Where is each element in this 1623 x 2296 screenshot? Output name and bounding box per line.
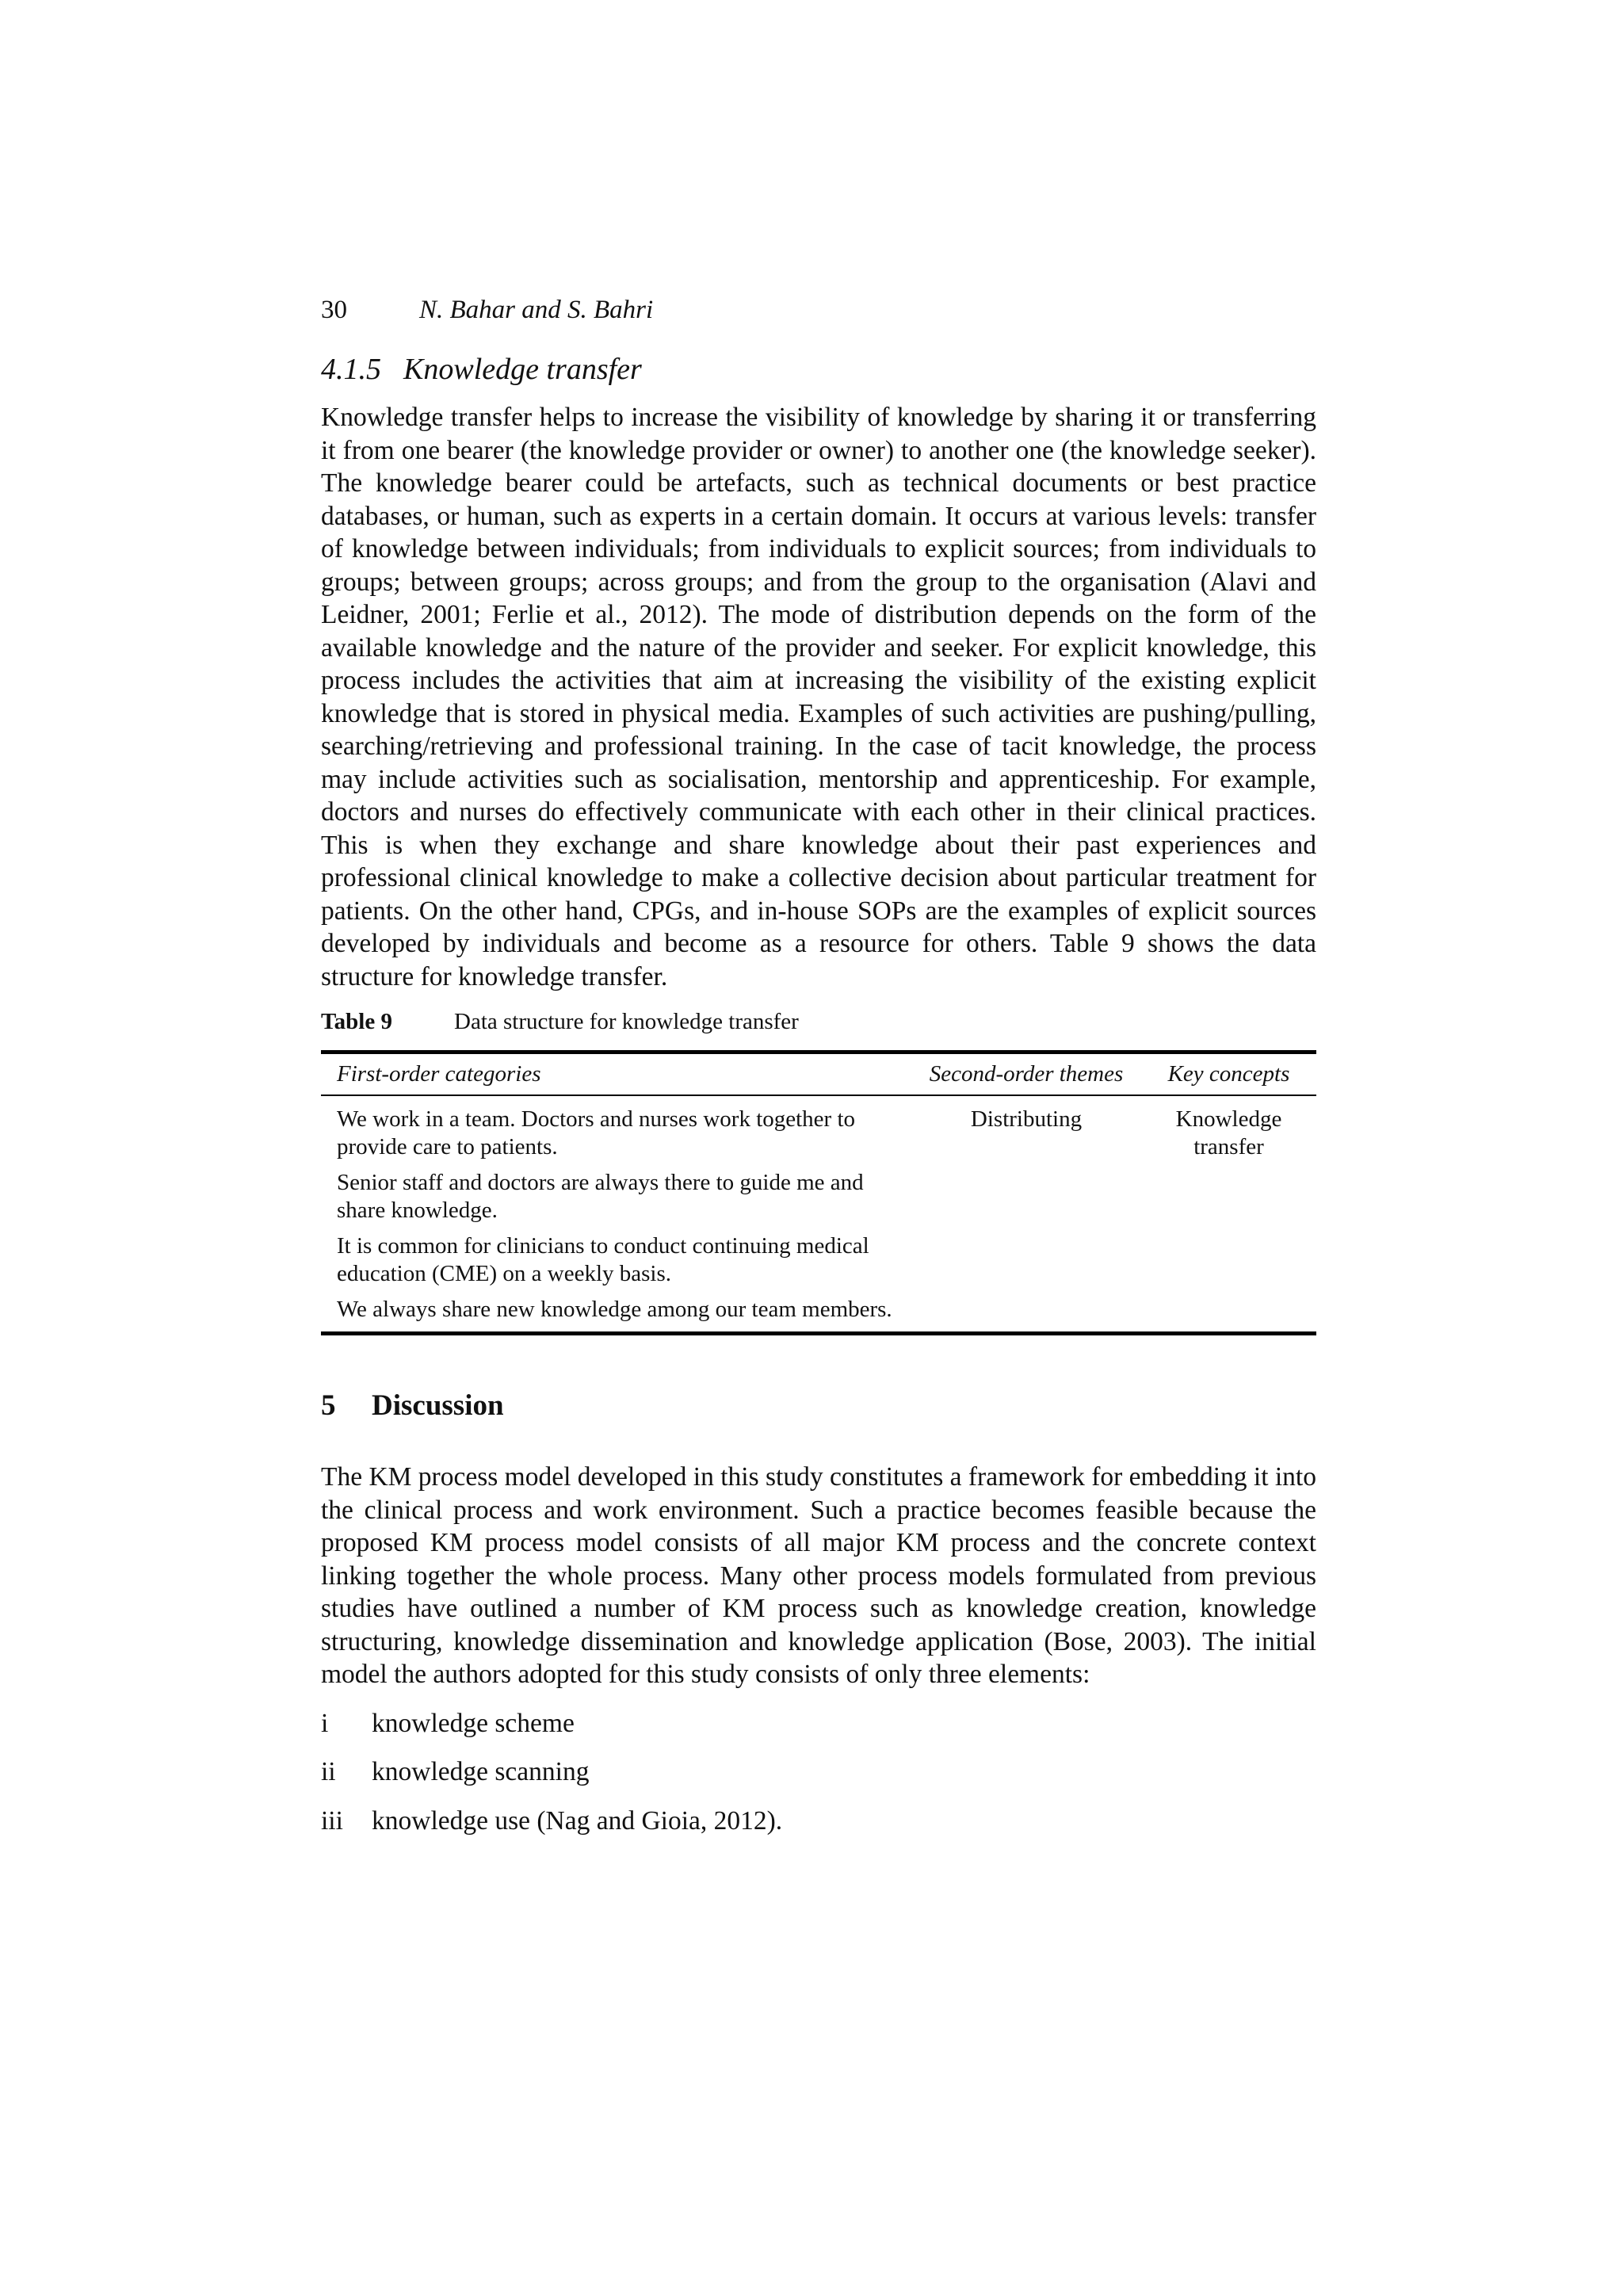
table-row	[321, 1095, 1316, 1334]
page-number: 30	[321, 296, 347, 324]
element-list	[321, 1707, 1316, 1838]
running-head-authors: N. Bahar and S. Bahri	[419, 296, 654, 324]
subsection-heading	[321, 349, 1316, 390]
list-marker: ii	[321, 1757, 336, 1786]
subsection-title: Knowledge transfer	[403, 353, 642, 386]
table-header-row	[321, 1052, 1316, 1096]
key-concept-cell	[1141, 1095, 1316, 1334]
list-item	[321, 1707, 1316, 1740]
table-caption-text: Data structure for knowledge transfer	[454, 1009, 799, 1034]
category-item: We always share new knowledge among our team members.	[337, 1297, 892, 1322]
category-item: It is common for clinicians to conduct continuing medical education (CME) on a weekly basis.	[337, 1233, 869, 1286]
category-item: Senior staff and doctors are always there to guide me and share knowledge.	[337, 1170, 864, 1223]
table-caption-label: Table 9	[321, 1009, 392, 1034]
table-header-second-order: Second-order themes	[911, 1052, 1141, 1096]
list-marker: iii	[321, 1805, 343, 1836]
list-item	[321, 1805, 1316, 1838]
page-content	[321, 292, 1316, 1837]
key-concept-text: Knowledge transfer	[1175, 1106, 1282, 1159]
running-head	[321, 292, 1316, 328]
list-item-text: knowledge scheme	[372, 1708, 575, 1738]
subsection-number: 4.1.5	[321, 353, 381, 386]
list-item	[321, 1755, 1316, 1789]
body-paragraph-1: Knowledge transfer helps to increase the visibility of knowledge by sharing it or transferring it from one bearer (the knowledge provider or owner) to another one (the knowledge seeker). The knowledge bearer could be artefacts, such as technical documents or best practice databases, or human, such as experts in a certain domain. It occurs at various levels: transfer of knowledge between individuals; from individuals to explicit sources; from individuals to groups; between groups; across groups; and from the group to the organisation (Alavi and Leidner, 2001; Ferlie et al., 2012). The mode of distribution depends on the form of the available knowledge and the nature of the provider and seeker. For explicit knowledge, this process includes the activities that aim at increasing the visibility of the existing explicit knowledge that is stored in physical media. Examples of such activities are pushing/pulling, searching/retrieving and professional training. In the case of tacit knowledge, the process may include activities such as socialisation, mentorship and apprenticeship. For example, doctors and nurses do effectively communicate with each other in their clinical practices. This is when they exchange and share knowledge about their past experiences and professional clinical knowledge to make a collective decision about particular treatment for patients. On the other hand, CPGs, and in-house SOPs are the examples of explicit sources developed by individuals and become as a resource for others. Table 9 shows the data structure for knowledge transfer.	[321, 403, 1316, 991]
category-item: We work in a team. Doctors and nurses work together to provide care to patients.	[337, 1106, 856, 1159]
second-order-theme-cell: Distributing	[970, 1106, 1083, 1132]
section-heading	[321, 1386, 1316, 1426]
section-title: Discussion	[372, 1389, 504, 1422]
first-order-categories-cell	[321, 1095, 911, 1334]
list-item-text: knowledge scanning	[372, 1757, 590, 1786]
list-marker: i	[321, 1708, 329, 1738]
table-header-key-concepts: Key concepts	[1141, 1052, 1316, 1096]
list-item-text: knowledge use (Nag and Gioia, 2012).	[372, 1805, 783, 1836]
body-paragraph-2: The KM process model developed in this study constitutes a framework for embedding it into the clinical process and work environment. Such a practice becomes feasible because the proposed KM process model consists of all major KM process and the concrete context linking together the whole process. Many other process models formulated from previous studies have outlined a number of KM process such as knowledge creation, knowledge structuring, knowledge dissemination and knowledge application (Bose, 2003). The initial model the authors adopted for this study consists of only three elements:	[321, 1462, 1316, 1689]
data-structure-table	[321, 1050, 1316, 1335]
section-number: 5	[321, 1389, 336, 1422]
table-caption	[321, 1006, 1316, 1037]
table-header-first-order: First-order categories	[321, 1052, 911, 1096]
